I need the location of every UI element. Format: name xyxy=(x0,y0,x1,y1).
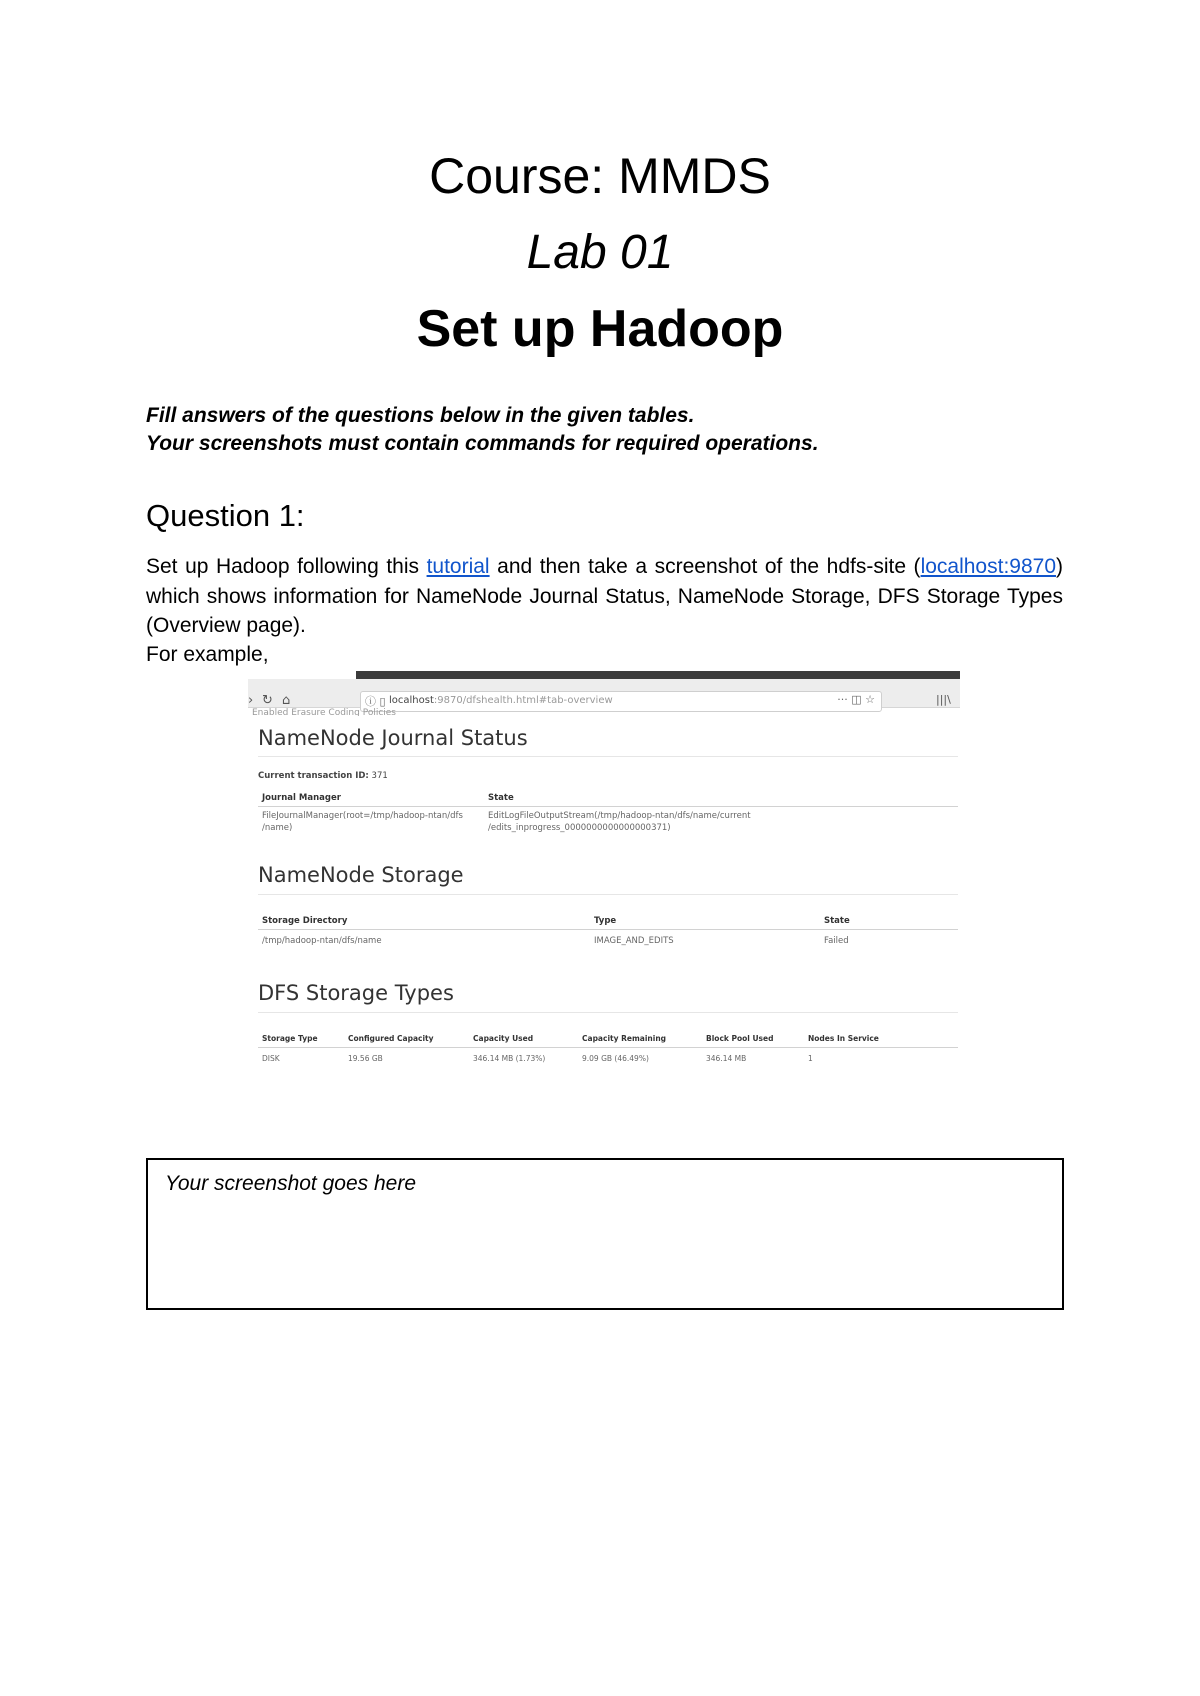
example-screenshot xyxy=(248,671,960,1109)
url-host: localhost xyxy=(389,695,434,706)
th-nodes-in-service: Nodes In Service xyxy=(808,1034,879,1043)
question-text-part: Set up Hadoop following this xyxy=(146,555,427,578)
page-title: Course: MMDS xyxy=(429,148,771,204)
section-rule xyxy=(258,1012,958,1013)
back-arrow-icon: › xyxy=(248,693,254,708)
transaction-id xyxy=(258,770,388,782)
journal-manager-cell xyxy=(262,810,463,834)
localhost-link[interactable]: localhost:9870 xyxy=(920,555,1056,578)
tutorial-link[interactable]: tutorial xyxy=(426,555,490,578)
th-journal-manager: Journal Manager xyxy=(262,793,341,803)
table-header-rule xyxy=(258,929,958,930)
transaction-value: 371 xyxy=(371,771,388,781)
cut-off-row-text: Enabled Erasure Coding Policies xyxy=(252,708,396,716)
journal-state-cell xyxy=(488,810,751,834)
dfs-configured-capacity-cell: 19.56 GB xyxy=(348,1054,383,1063)
lab-number: Lab 01 xyxy=(526,226,674,279)
dfs-block-pool-used-cell: 346.14 MB xyxy=(706,1054,747,1063)
journal-status-title: NameNode Journal Status xyxy=(258,726,528,750)
browser-navbar xyxy=(248,679,960,708)
th-capacity-used: Capacity Used xyxy=(473,1034,534,1043)
storage-directory-cell: /tmp/hadoop-ntan/dfs/name xyxy=(262,936,382,946)
namenode-storage-title: NameNode Storage xyxy=(258,863,464,887)
dfs-storage-types-title: DFS Storage Types xyxy=(258,981,454,1005)
th-storage-type: Storage Type xyxy=(262,1034,318,1043)
th-storage-state: State xyxy=(824,916,850,926)
th-configured-capacity: Configured Capacity xyxy=(348,1034,434,1043)
dfs-storage-type-cell: DISK xyxy=(262,1054,280,1063)
url-path: :9870/dfshealth.html#tab-overview xyxy=(433,695,613,706)
cut-off-row xyxy=(252,708,956,716)
th-type: Type xyxy=(594,916,617,926)
instruction-line-1: Fill answers of the questions below in the given tables. xyxy=(146,404,695,427)
question-1-text xyxy=(146,552,1063,641)
question-1-heading: Question 1: xyxy=(146,498,305,533)
library-icon: |||\ xyxy=(936,693,951,706)
dfs-capacity-remaining-cell: 9.09 GB (46.49%) xyxy=(582,1054,649,1063)
question-text-part: ) which shows information for NameNode Journal Status, NameNode Storage, DFS Storage Types (Overview page). xyxy=(146,555,1063,637)
section-rule xyxy=(258,756,958,757)
storage-type-cell: IMAGE_AND_EDITS xyxy=(594,936,674,946)
section-rule xyxy=(258,894,958,895)
instruction-line-2: Your screenshots must contain commands for required operations. xyxy=(146,432,819,455)
url-text xyxy=(389,695,613,706)
transaction-label: Current transaction ID: xyxy=(258,771,369,781)
home-icon: ⌂ xyxy=(282,693,291,708)
answer-box[interactable] xyxy=(146,1158,1064,1310)
table-header-rule xyxy=(258,806,958,807)
cell-line: /edits_inprogress_0000000000000000371) xyxy=(488,823,671,833)
th-storage-directory: Storage Directory xyxy=(262,916,348,926)
question-text-part: and then take a screenshot of the hdfs-site ( xyxy=(489,555,921,578)
example-label: For example, xyxy=(146,643,269,666)
table-header-rule xyxy=(258,1047,958,1048)
th-block-pool-used: Block Pool Used xyxy=(706,1034,774,1043)
reload-icon: ↻ xyxy=(262,693,273,708)
storage-state-cell: Failed xyxy=(824,936,849,946)
dfs-nodes-in-service-cell: 1 xyxy=(808,1054,813,1063)
browser-tabbar xyxy=(356,671,960,679)
dfs-capacity-used-cell: 346.14 MB (1.73%) xyxy=(473,1054,546,1063)
lab-subtitle: Set up Hadoop xyxy=(416,300,784,358)
info-icon: ⓘ ▯ xyxy=(365,695,386,708)
cell-line: EditLogFileOutputStream(/tmp/hadoop-ntan/dfs/name/current xyxy=(488,811,751,821)
th-state: State xyxy=(488,793,514,803)
answer-placeholder: Your screenshot goes here xyxy=(165,1172,416,1195)
th-capacity-remaining: Capacity Remaining xyxy=(582,1034,667,1043)
bookmark-star-icon: ··· ◫ ☆ xyxy=(837,693,875,706)
cell-line: FileJournalManager(root=/tmp/hadoop-ntan/dfs xyxy=(262,811,463,821)
cell-line: /name) xyxy=(262,823,293,833)
